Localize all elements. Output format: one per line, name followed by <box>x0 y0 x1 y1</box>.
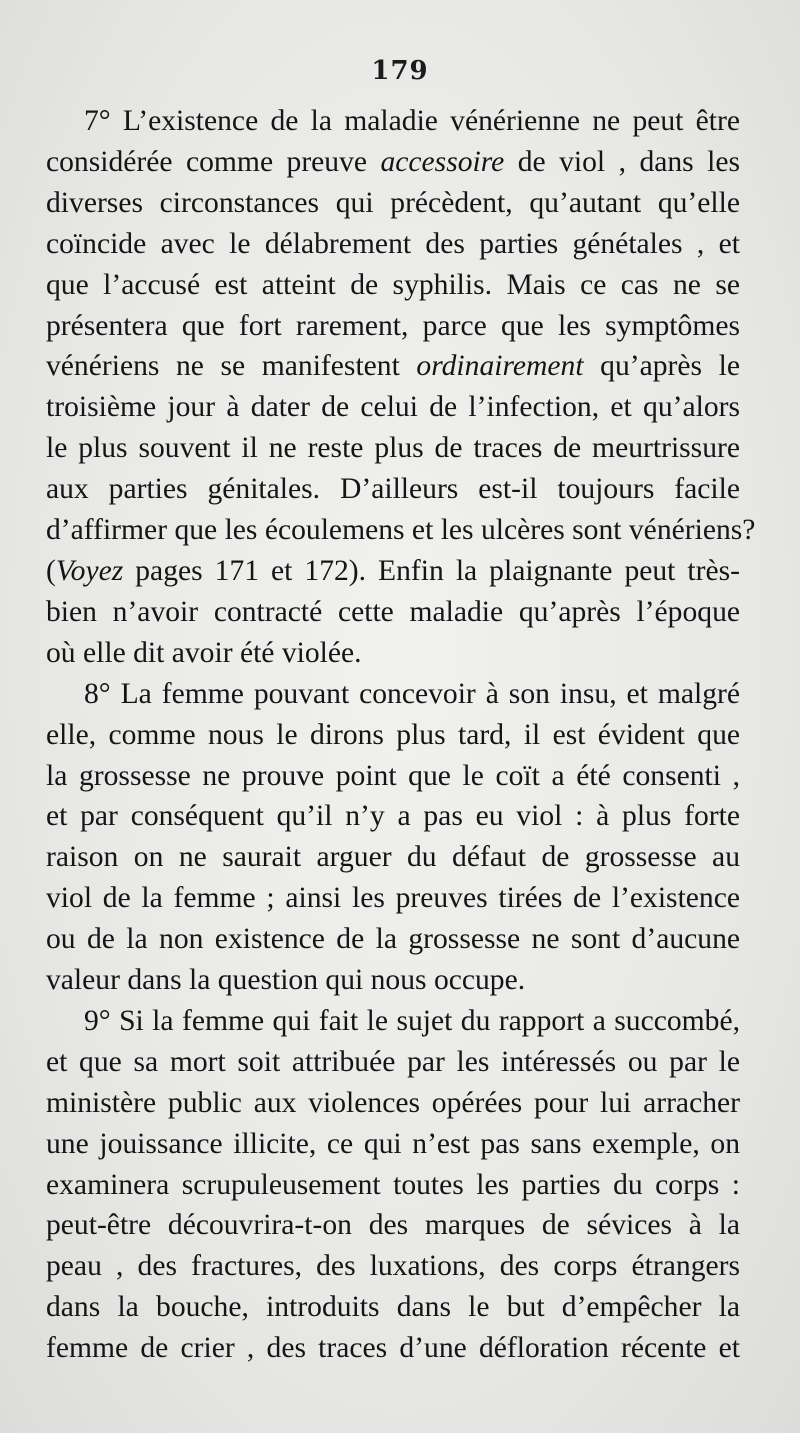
italic-text-run: Voyez <box>55 554 124 587</box>
body-text <box>46 101 756 1369</box>
text-line <box>46 1205 740 1246</box>
text-line <box>46 183 740 224</box>
text-line <box>46 142 740 183</box>
text-run: ou de la non existence de la grossesse ne sont d’aucune <box>46 923 740 956</box>
text-line <box>46 387 740 428</box>
text-run: une jouissance illicite, ce qui n’est pas sans exemple, on <box>46 1127 740 1160</box>
text-run: bien n’avoir contracté cette maladie qu’après l’époque <box>46 595 740 628</box>
text-run: et par conséquent qu’il n’y a pas eu viol : à plus forte <box>46 800 740 833</box>
text-line <box>46 1246 740 1287</box>
text-line <box>46 919 740 960</box>
text-run: examinera scrupuleusement toutes les parties du corps : <box>46 1168 740 1201</box>
text-line <box>46 101 740 142</box>
paragraph <box>46 101 756 674</box>
page-number: 179 <box>371 56 429 86</box>
italic-text-run: ordinairement <box>416 350 584 383</box>
text-line <box>46 1287 740 1328</box>
text-line <box>46 1328 740 1369</box>
text-run: pages 171 et 172). Enfin la plaignante peut très- <box>123 554 740 587</box>
text-run: d’affirmer que les écoulemens et les ulcères sont vénériens? <box>46 514 756 547</box>
text-line <box>46 1083 740 1124</box>
text-run: ministère public aux violences opérées pour lui arracher <box>46 1086 740 1119</box>
text-line <box>46 674 740 715</box>
text-run: où elle dit avoir été violée. <box>46 636 362 669</box>
text-line <box>46 592 740 633</box>
text-line <box>46 878 740 919</box>
text-run: valeur dans la question qui nous occupe. <box>46 964 526 997</box>
text-line <box>46 633 740 674</box>
text-line <box>46 1001 740 1042</box>
paragraph <box>46 1001 740 1369</box>
text-run: viol de la femme ; ainsi les preuves tirées de l’existence <box>46 882 740 915</box>
text-run: et que sa mort soit attribuée par les intéressés ou par le <box>46 1045 740 1078</box>
text-line <box>46 428 740 469</box>
text-line <box>46 756 740 797</box>
text-run: de viol , dans les <box>504 145 741 178</box>
text-run: vénériens ne se manifestent <box>46 350 417 383</box>
text-run: 7° L’existence de la maladie vénérienne ne peut être <box>84 105 740 137</box>
text-line <box>46 346 740 387</box>
text-run: diverses circonstances qui précèdent, qu’autant qu’elle <box>46 186 740 219</box>
paragraph <box>46 674 740 1001</box>
text-run: peau , des fractures, des luxations, des corps étrangers <box>46 1250 740 1283</box>
text-line <box>46 1124 740 1165</box>
text-run: elle, comme nous le dirons plus tard, il est évident que <box>46 718 740 751</box>
text-run: aux parties génitales. D’ailleurs est-il toujours facile <box>46 473 740 506</box>
text-run: qu’après le <box>583 350 740 383</box>
text-run: la grossesse ne prouve point que le coït a été consenti , <box>46 759 740 792</box>
text-line <box>46 224 740 265</box>
text-run: femme de crier , des traces d’une défloration récente et <box>46 1332 740 1365</box>
text-line <box>46 1165 740 1206</box>
text-run: raison on ne saurait arguer du défaut de grossesse au <box>46 841 740 874</box>
text-run: présentera que fort rarement, parce que les symptômes <box>46 309 740 342</box>
text-run: peut-être découvrira-t-on des marques de sévices à la <box>46 1209 740 1242</box>
text-run: dans la bouche, introduits dans le but d’empêcher la <box>46 1291 740 1324</box>
text-line <box>46 265 740 306</box>
text-line <box>46 1042 740 1083</box>
text-run: coïncide avec le délabrement des parties génétales , et <box>46 227 740 260</box>
text-line <box>46 469 740 510</box>
text-run: considérée comme preuve <box>46 145 381 178</box>
italic-text-run: accessoire <box>380 145 505 178</box>
text-run: le plus souvent il ne reste plus de traces de meurtrissure <box>46 432 740 465</box>
text-run: troisième jour à dater de celui de l’infection, et qu’alors <box>46 391 740 424</box>
text-line <box>46 551 740 592</box>
text-line <box>46 715 740 756</box>
text-line <box>46 837 740 878</box>
text-line <box>46 960 740 1001</box>
text-line <box>46 306 740 347</box>
text-line <box>46 510 756 551</box>
text-run: ( <box>46 554 56 587</box>
text-run: 8° La femme pouvant concevoir à son insu, et malgré <box>84 677 740 710</box>
text-run: 9° Si la femme qui fait le sujet du rapport a succombé, <box>84 1004 740 1037</box>
text-run: que l’accusé est atteint de syphilis. Mais ce cas ne se <box>46 268 740 301</box>
text-line <box>46 796 740 837</box>
